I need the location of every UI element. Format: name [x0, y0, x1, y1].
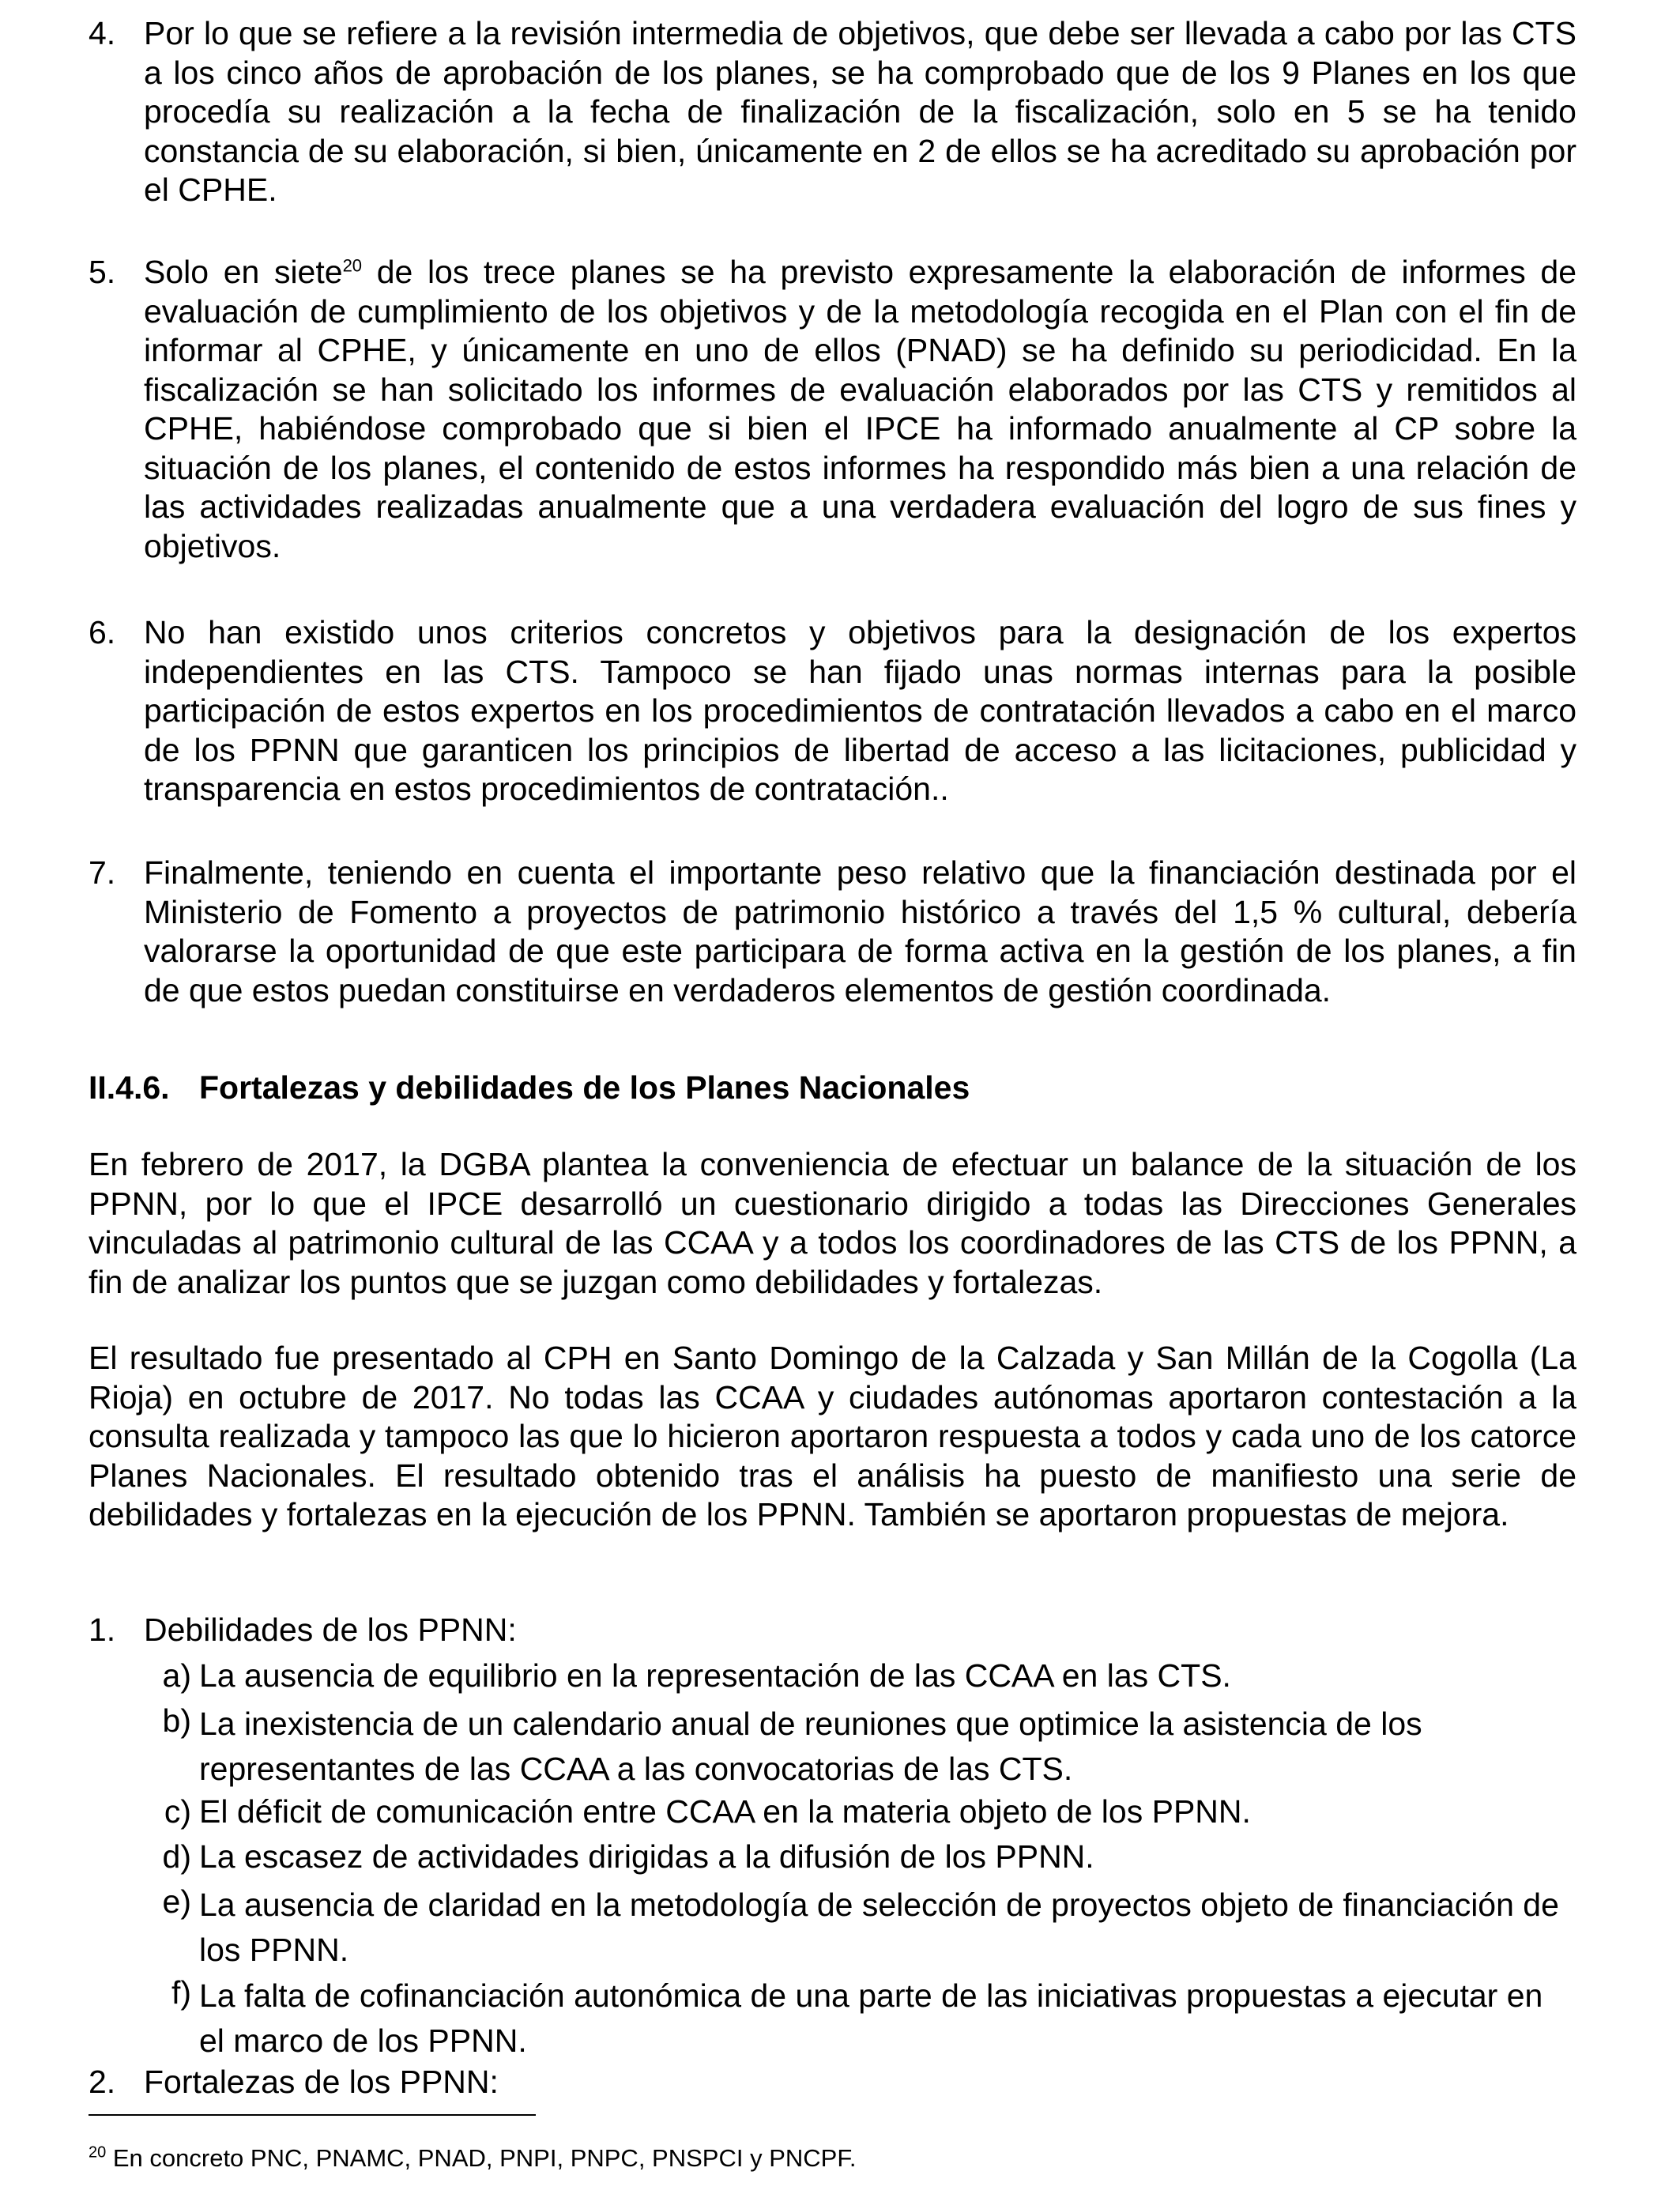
debilidades-heading: [89, 1611, 1576, 1650]
footnote-number: 20: [89, 2143, 107, 2162]
list-item-text: Finalmente, teniendo en cuenta el importante peso relativo que la financiación destinada por el Ministerio de Fomento a proyectos de patrimonio histórico a través del 1,5 % cultural, debería valorarse la oportunidad de que este participara de forma activa en la gestión de los planes, a fin de que estos puedan constituirse en verdaderos elementos de gestión coordinada.: [144, 854, 1576, 1008]
list-item-number: 5.: [89, 254, 116, 290]
list-item-text: Debilidades de los PPNN:: [144, 1612, 517, 1648]
list-item-text: Por lo que se refiere a la revisión intermedia de objetivos, que debe ser llevada a cabo por las CTS a los cinco años de aprobación de los planes, se ha comprobado que de los 9 Planes en los que procedía su realización a la fecha de finalización de la fiscalización, solo en 5 se ha tenido constancia de su elaboración, si bien, únicamente en 2 de ellos se ha acreditado su aprobación por el CPHE.: [144, 15, 1576, 208]
sub-list-item: [144, 1838, 1576, 1877]
paragraph: En febrero de 2017, la DGBA plantea la conveniencia de efectuar un balance de la situación de los PPNN, por lo que el IPCE desarrolló un cuestionario dirigido a todas las Direcciones Generales vinculadas al patrimonio cultural de las CCAA y a todos los coordinadores de las CTS de los PPNN, a fin de analizar los puntos que se juzgan como debilidades y fortalezas.: [89, 1146, 1576, 1300]
list-item-number: 1.: [89, 1612, 116, 1648]
list-item: [89, 253, 1576, 566]
sub-list-item: [144, 1793, 1576, 1832]
footnote-reference[interactable]: 20: [342, 255, 363, 276]
list-item: [89, 613, 1576, 809]
list-item-number: 2.: [89, 2064, 116, 2100]
sub-list-item: [144, 1973, 1576, 2064]
sub-list-letter: e): [162, 1883, 191, 1920]
sub-list-letter: f): [171, 1974, 191, 2011]
list-item-text-start: Solo en siete: [144, 254, 343, 290]
footnote-separator: [89, 2114, 536, 2116]
fortalezas-heading: [89, 2063, 1576, 2102]
list-item: [89, 854, 1576, 1010]
sub-list-text: La falta de cofinanciación autonómica de una parte de las iniciativas propuestas a ejecutar en el marco de los PPNN.: [199, 1977, 1543, 2059]
list-item-text: [144, 253, 1576, 566]
sub-list-letter: a): [162, 1657, 191, 1694]
paragraph: El resultado fue presentado al CPH en Santo Domingo de la Calzada y San Millán de la Cogolla (La Rioja) en octubre de 2017. No todas las CCAA y ciudades autónomas aportaron contestación a la consulta realizada y tampoco las que lo hicieron aportaron respuesta a todos y cada uno de los catorce Planes Nacionales. El resultado obtenido tras el análisis ha puesto de manifiesto una serie de debilidades y fortalezas en la ejecución de los PPNN. También se aportaron propuestas de mejora.: [89, 1340, 1576, 1532]
footnote-text: En concreto PNC, PNAMC, PNAD, PNPI, PNPC, PNSPCI y PNCPF.: [106, 2144, 857, 2172]
list-item-number: 6.: [89, 614, 116, 650]
section-title: Fortalezas y debilidades de los Planes Nacionales: [199, 1069, 970, 1106]
section-heading: [89, 1069, 970, 1107]
list-item-number: 7.: [89, 854, 116, 891]
sub-list-text: La ausencia de equilibrio en la representación de las CCAA en las CTS.: [199, 1657, 1231, 1694]
sub-list-text: La escasez de actividades dirigidas a la difusión de los PPNN.: [199, 1838, 1094, 1875]
sub-list-text: La inexistencia de un calendario anual de reuniones que optimice la asistencia de los representantes de las CCAA a las convocatorias de las CTS.: [199, 1706, 1422, 1787]
list-item: [89, 14, 1576, 210]
sub-list-text: La ausencia de claridad en la metodología de selección de proyectos objeto de financiación de los PPNN.: [199, 1887, 1559, 1968]
sub-list-letter: b): [162, 1702, 191, 1739]
sub-list-item: [144, 1883, 1576, 1973]
list-item-text: Fortalezas de los PPNN:: [144, 2064, 499, 2100]
list-item-text: No han existido unos criterios concretos y objetivos para la designación de los expertos independientes en las CTS. Tampoco se han fijado unas normas internas para la posible participación de estos expertos en los procedimientos de contratación llevados a cabo en el marco de los PPNN que garanticen los principios de libertad de acceso a las licitaciones, publicidad y transparencia en estos procedimientos de contratación..: [144, 614, 1576, 807]
sub-list-letter: c): [164, 1793, 191, 1830]
sub-list-item: [144, 1702, 1576, 1792]
list-item-number: 4.: [89, 15, 116, 51]
sub-list-item: [144, 1657, 1576, 1696]
footnote: [89, 2143, 856, 2173]
list-item-text-rest: de los trece planes se ha previsto expresamente la elaboración de informes de evaluación de cumplimiento de los objetivos y de la metodología recogida en el Plan con el fin de informar al CPHE, y únicamente en uno de ellos (PNAD) se ha definido su periodicidad. En la fiscalización se han solicitado los informes de evaluación elaborados por las CTS y remitidos al CPHE, habiéndose comprobado que si bien el IPCE ha informado anualmente al CP sobre la situación de los planes, el contenido de estos informes ha respondido más bien a una relación de las actividades realizadas anualmente que a una verdadera evaluación del logro de sus fines y objetivos.: [144, 254, 1576, 564]
sub-list-letter: d): [162, 1838, 191, 1875]
sub-list-text: El déficit de comunicación entre CCAA en la materia objeto de los PPNN.: [199, 1793, 1251, 1830]
section-number: II.4.6.: [89, 1069, 170, 1106]
